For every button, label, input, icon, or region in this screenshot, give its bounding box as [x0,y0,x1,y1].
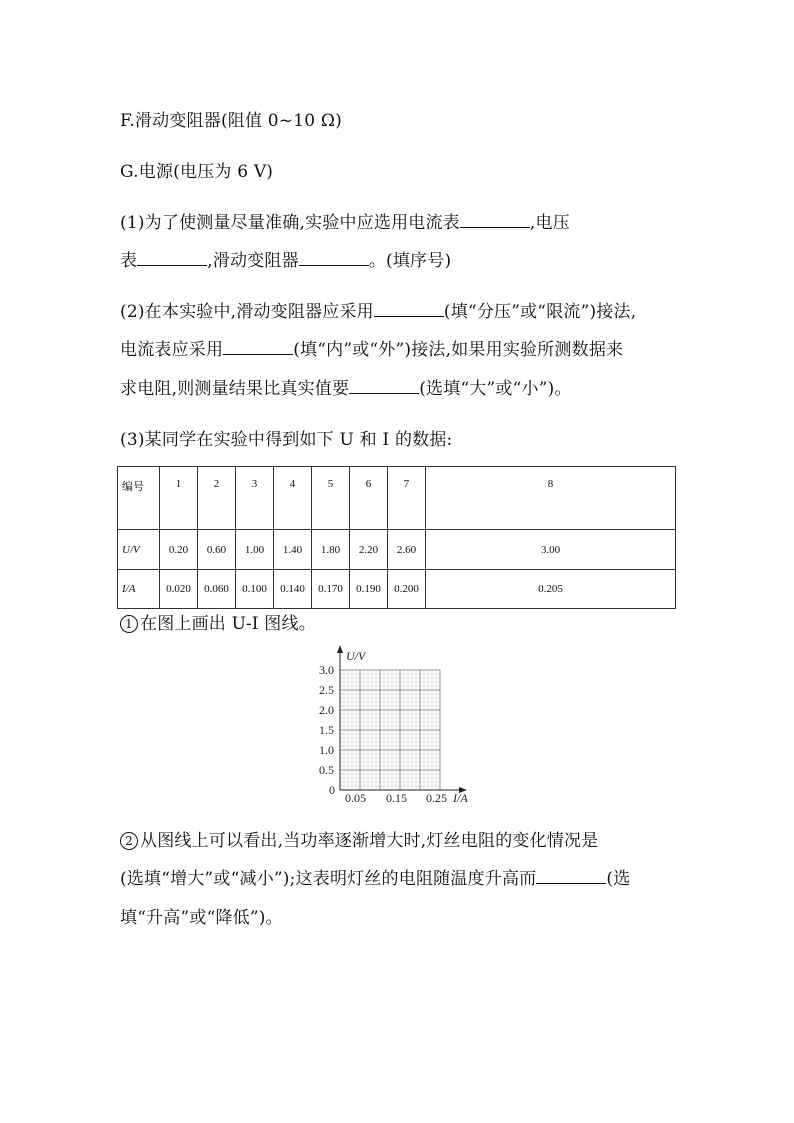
y-tick-label: 3.0 [319,663,334,677]
circled-number-1: 1 [120,615,138,633]
sub2-text-b: (选填“增大”或“减小”);这表明灯丝的电阻随温度升高而 [120,869,537,889]
y-axis-arrow-icon [337,645,343,653]
table-row-current [118,570,676,609]
q2-text-c: 电流表应采用 [120,340,224,360]
sub-question-2-line-2 [120,864,630,889]
table-cell: 1.40 [274,530,312,570]
y-tick-label: 0.5 [319,763,334,777]
table-cell: 2.20 [350,530,388,570]
q1-text-a: (1)为了使测量尽量准确,实验中应选用电流表 [120,213,460,233]
q1-text-d: ,滑动变阻器 [207,251,299,271]
question-2-line-2 [120,335,623,360]
table-cell: 0.170 [312,570,350,609]
answer-blank-ammeter[interactable] [460,213,530,228]
sub-question-2-line-3: 填“升高”或“降低”)。 [120,908,283,928]
question-2-line-3 [120,374,572,399]
q2-text-d: (填“内”或“外”)接法,如果用实验所测数据来 [293,340,624,360]
q2-text-e: 求电阻,则测量结果比真实值要 [120,379,350,399]
y-tick-label: 1.5 [319,723,334,737]
table-cell: 1.00 [236,530,274,570]
table-cell: 0.060 [198,570,236,609]
table-cell: 1.80 [312,530,350,570]
table-u-label: U/V [118,530,160,570]
y-tick-label: 2.5 [319,683,334,697]
answer-blank-ammeter-mode[interactable] [223,340,293,355]
x-axis-label: I/A [453,791,468,805]
table-cell: 2 [198,467,236,530]
sub2-text-c: (选 [606,869,631,889]
x-tick-label: 0.25 [426,791,447,805]
q2-text-a: (2)在本实验中,滑动变阻器应采用 [120,302,374,322]
table-cell: 5 [312,467,350,530]
question-2-line-1 [120,297,636,322]
sub1-text: 在图上画出 U-I 图线。 [140,614,316,634]
table-cell: 4 [274,467,312,530]
data-table [117,466,676,609]
q1-text-c: 表 [120,251,138,271]
origin-label: 0 [329,783,335,797]
u-i-graph [300,640,480,810]
y-tick-label: 2.0 [319,703,334,717]
q1-text-e: 。(填序号) [368,251,452,271]
table-cell: 8 [426,467,676,530]
sub-question-2-line-1 [120,826,598,851]
option-f: F.滑动变阻器(阻值 0~10 Ω) [120,111,343,131]
sub2-text-a: 从图线上可以看出,当功率逐渐增大时,灯丝电阻的变化情况是 [140,831,599,851]
answer-blank-measurement[interactable] [349,379,419,394]
table-cell: 0.190 [350,570,388,609]
answer-blank-voltmeter[interactable] [137,251,207,266]
y-tick-label: 1.0 [319,743,334,757]
table-cell: 1 [160,467,198,530]
major-gridlines [340,670,440,790]
table-cell: 0.020 [160,570,198,609]
q1-text-b: ,电压 [529,213,570,233]
table-row-number [118,467,676,530]
table-cell: 3.00 [426,530,676,570]
table-cell: 7 [388,467,426,530]
table-cell: 6 [350,467,388,530]
circled-number-2: 2 [120,832,138,850]
table-i-label: I/A [118,570,160,609]
table-cell: 0.200 [388,570,426,609]
q2-text-f: (选填“大”或“小”)。 [419,379,572,399]
x-tick-label: 0.15 [386,791,407,805]
table-cell: 0.205 [426,570,676,609]
answer-blank-rheostat[interactable] [299,251,369,266]
q2-text-b: (填“分压”或“限流”)接法, [443,302,637,322]
sub-question-1 [120,609,316,634]
question-1-line-2 [120,246,451,271]
table-head-label: 编号 [118,467,160,530]
answer-blank-resistance[interactable] [536,869,606,884]
table-cell: 2.60 [388,530,426,570]
question-3-intro: (3)某同学在实验中得到如下 U 和 I 的数据: [120,430,453,450]
table-cell: 0.140 [274,570,312,609]
y-axis-label: U/V [346,649,366,663]
answer-blank-connection[interactable] [374,302,444,317]
option-g: G.电源(电压为 6 V) [120,162,274,182]
table-cell: 0.100 [236,570,274,609]
question-1-line-1 [120,208,570,233]
x-tick-label: 0.05 [345,791,366,805]
table-row-voltage [118,530,676,570]
table-cell: 3 [236,467,274,530]
table-cell: 0.20 [160,530,198,570]
table-cell: 0.60 [198,530,236,570]
